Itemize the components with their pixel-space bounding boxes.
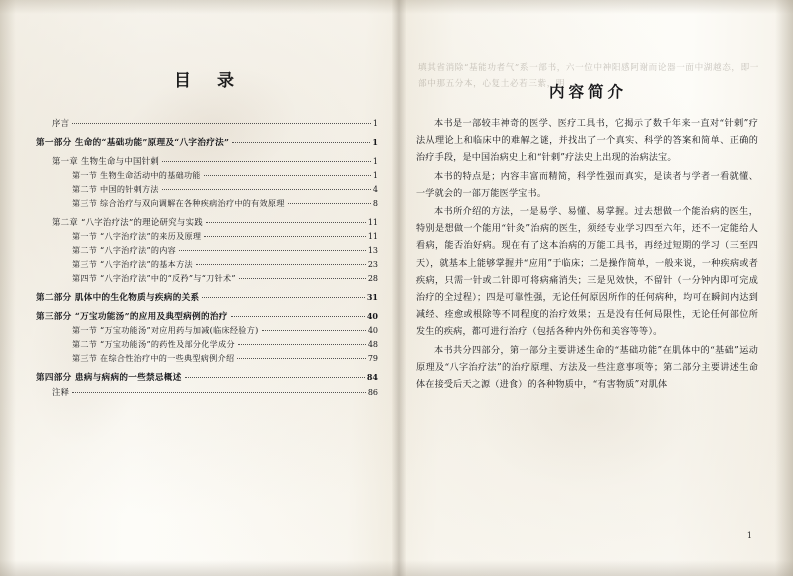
toc-entry-page: 11: [367, 218, 378, 227]
toc-entry-label: 第二部分 肌体中的生化物质与疾病的关系: [36, 293, 200, 303]
toc-entry[interactable]: [36, 155, 378, 167]
page-edge-shadow-right: [775, 0, 793, 576]
toc-entry-label: 第四部分 患病与病病的一些禁忌概述: [36, 373, 182, 383]
toc-entry[interactable]: [36, 273, 378, 284]
toc-entry[interactable]: [36, 216, 378, 228]
toc-list: [36, 117, 378, 398]
page-edge-shadow-top: [0, 0, 793, 14]
toc-entry[interactable]: [36, 386, 378, 398]
toc-leader-dots: [239, 278, 366, 279]
toc-entry-page: 1: [372, 119, 378, 128]
toc-entry-label: 序言: [52, 118, 70, 128]
toc-leader-dots: [72, 123, 371, 124]
toc-entry-page: 8: [372, 199, 378, 208]
toc-entry-label: 第四节 “八字治疗法”中的“反矜”与“刀针术”: [72, 273, 236, 283]
toc-entry[interactable]: [36, 325, 378, 336]
toc-entry-page: 13: [367, 246, 378, 255]
toc-leader-dots: [185, 377, 365, 378]
toc-entry[interactable]: [36, 184, 378, 195]
toc-entry-page: 11: [367, 232, 378, 241]
table-of-contents-page: [22, 18, 386, 558]
toc-entry[interactable]: [36, 170, 378, 181]
intro-heading: 内容简介: [548, 82, 627, 101]
toc-entry-page: 1: [372, 171, 378, 180]
toc-entry[interactable]: [36, 339, 378, 350]
toc-entry-page: 79: [367, 354, 378, 363]
toc-leader-dots: [196, 264, 366, 265]
toc-leader-dots: [179, 250, 366, 251]
toc-entry-label: 第二节 “八字治疗法”的内容: [72, 245, 177, 255]
toc-entry-page: 23: [367, 260, 378, 269]
introduction-page: [412, 18, 764, 558]
toc-leader-dots: [162, 161, 371, 162]
intro-paragraph: 本书的特点是；内容丰富而精简，科学性强而真实，是读者与学者一看就懂、一学就会的一部万能医学宝书。: [416, 171, 758, 199]
book-gutter: [392, 0, 406, 576]
intro-paragraph: 本书所介绍的方法，一是易学、易懂、易掌握。过去想做一个能治病的医生，特别是想做一个能用“针灸”治病的医生，须经专业学习四至六年，还不一定能给人看病，能否治好病。现在有了这本治病的万能工具书，再经过短期的学习（三至四天），就基本上能够掌握并“应用”于临床；二是操作简单，一般来说，一种疾病或者疾病，只需一针或二针即可将病痛消失；三是见效快，不留针（一分钟内即可完成治疗的全过程）；四是可靠性强，无论任何原因所作的任何病种，均可在瞬间内达到减经、痊愈或根除等不同程度的治疗效果；五是没有任何局限性，无论任何部位所发生的疾病，都可进行治疗（包括各种内外伤和美容等等）。: [416, 207, 758, 338]
toc-entry-page: 86: [367, 388, 378, 397]
toc-entry-page: 4: [372, 185, 378, 194]
intro-paragraph: 本书是一部较丰神奇的医学、医疗工具书，它揭示了数千年来一直对“针剌”疗法从理论上和临床中的难解之谜，并找出了一个真实、科学的答案和简单、正确的治疗手段，是中国治病史上和“针剌”疗法史上出现的治病法宝。: [416, 119, 758, 164]
toc-entry-label: 第三节 在综合性治疗中的一些典型病例介绍: [72, 353, 235, 363]
toc-leader-dots: [288, 203, 371, 204]
toc-entry-page: 31: [366, 292, 378, 302]
toc-leader-dots: [162, 189, 371, 190]
bleed-through-text: 填其省消除“基能功者气”系一部书，六一位中神阳感阿谢而论器一面中湖越态，即一部中那五分本，心复土必若三紫，明: [418, 63, 759, 89]
toc-entry-page: 84: [366, 372, 378, 382]
toc-leader-dots: [232, 142, 370, 143]
page-edge-shadow-left: [0, 0, 16, 576]
toc-entry-label: 第一节 “万宝功能汤”对应用药与加减(临床经验方): [72, 325, 259, 335]
toc-leader-dots: [262, 330, 366, 331]
toc-leader-dots: [204, 236, 366, 237]
toc-leader-dots: [204, 175, 371, 176]
toc-entry-label: 第二节 中国的针剌方法: [72, 184, 159, 194]
toc-entry[interactable]: [36, 291, 378, 303]
toc-entry-label: 第二章 “八字治疗法”的理论研究与实践: [52, 217, 203, 227]
toc-entry[interactable]: [36, 117, 378, 129]
toc-entry-page: 40: [367, 326, 378, 335]
toc-entry[interactable]: [36, 371, 378, 383]
toc-entry-label: 第三节 综合治疗与双向调解在各种疾病治疗中的有效原理: [72, 198, 285, 208]
toc-entry[interactable]: [36, 310, 378, 322]
toc-leader-dots: [202, 297, 364, 298]
toc-leader-dots: [72, 392, 365, 393]
toc-entry-label: 第二节 “万宝功能汤”的药性及部分化学成分: [72, 339, 235, 349]
toc-leader-dots: [231, 316, 365, 317]
toc-entry[interactable]: [36, 198, 378, 209]
intro-body: [416, 116, 758, 394]
toc-leader-dots: [206, 222, 366, 223]
toc-leader-dots: [238, 344, 366, 345]
toc-entry-label: 第一节 “八字治疗法”的来历及原理: [72, 231, 202, 241]
intro-paragraph: 本书共分四部分，第一部分主要讲述生命的“基础功能”在肌体中的“基础”运动原理及“八字治疗法”的治疗原理、方法及一些注意事项等；第二部分主要讲述生命体在接受后天之源（进食）的各种物质中，“有害物质”对肌体: [416, 345, 758, 391]
toc-entry-label: 第三部分 “万宝功能汤”的应用及典型病例的治疗: [36, 312, 228, 322]
page-edge-shadow-bottom: [0, 560, 793, 576]
toc-entry-page: 40: [366, 311, 378, 321]
toc-entry-label: 第一部分 生命的“基础功能”原理及“八字治疗法”: [36, 138, 230, 148]
toc-entry-label: 第三节 “八字治疗法”的基本方法: [72, 259, 193, 269]
toc-entry-label: 第一节 生物生命活动中的基础功能: [72, 170, 201, 180]
toc-heading: 目 录: [174, 71, 244, 91]
toc-entry[interactable]: [36, 353, 378, 364]
page-number: 1: [746, 531, 752, 540]
toc-entry[interactable]: [36, 259, 378, 270]
toc-entry-page: 48: [367, 340, 378, 349]
toc-entry-page: 28: [367, 274, 378, 283]
toc-entry-page: 1: [372, 157, 378, 166]
toc-entry-label: 第一章 生物生命与中国针剌: [52, 156, 160, 166]
toc-leader-dots: [237, 358, 365, 359]
toc-entry-page: 1: [372, 137, 378, 147]
toc-entry[interactable]: [36, 231, 378, 242]
toc-entry[interactable]: [36, 245, 378, 256]
toc-entry[interactable]: [36, 136, 378, 148]
toc-entry-label: 注释: [52, 387, 70, 397]
